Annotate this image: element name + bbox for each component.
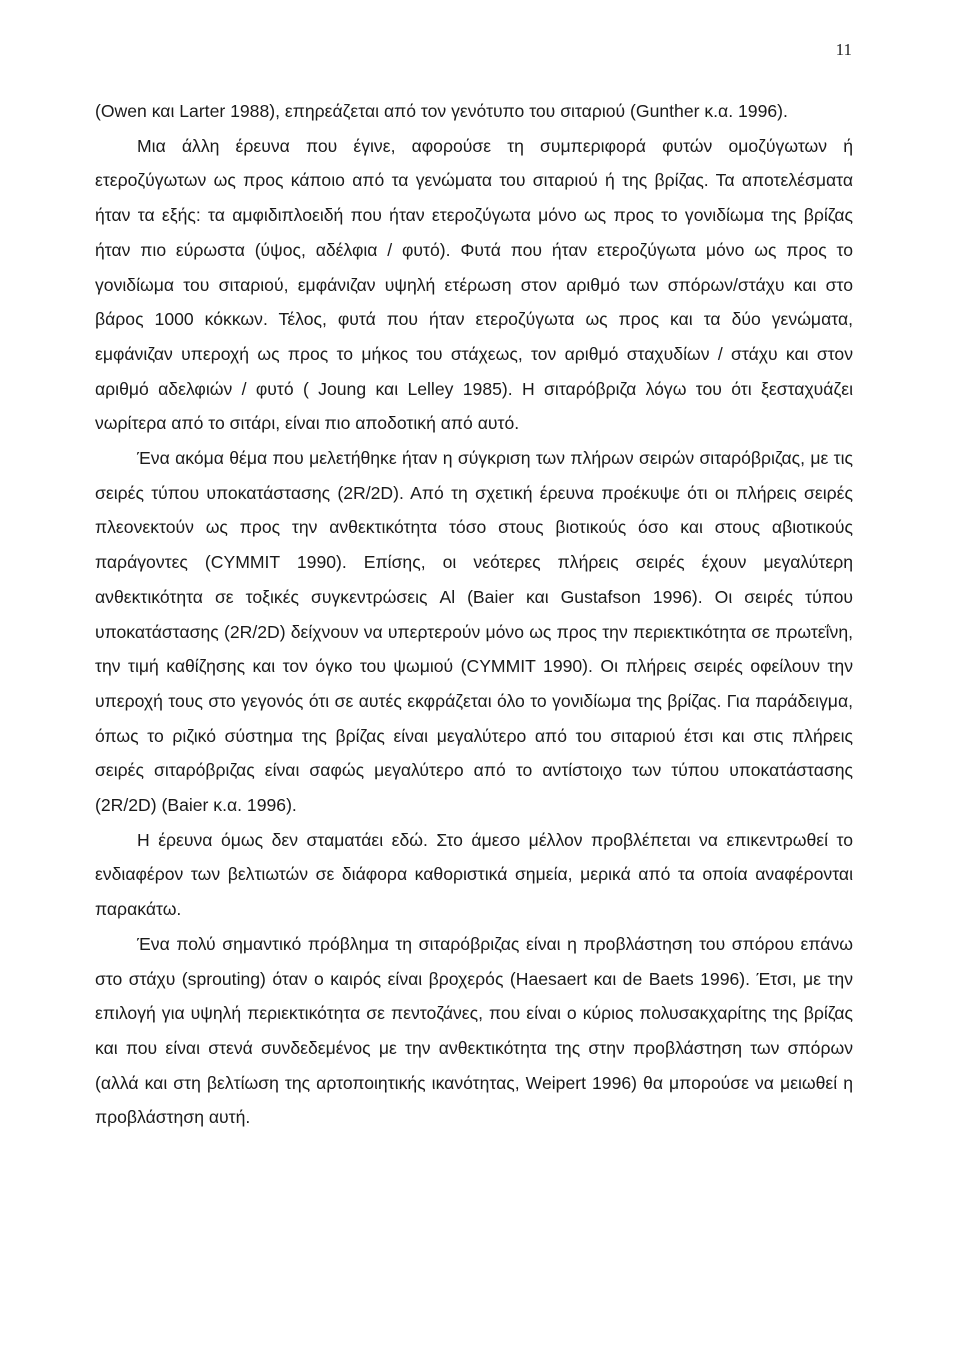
paragraph-sprouting: Ένα πολύ σημαντικό πρόβλημα τη σιταρόβριζας είναι η προβλάστηση του σπόρου επάνω στο στάχυ (sprouting) όταν ο καιρός είναι βροχερός (Haesaert και de Baets 1996). Έτσι, με την επιλογή για υψηλή περιεκτικότητα σε πεντοζάνες, που είναι ο κύριος πολυσακχαρίτης της βρίζας και που είναι στενά συνδεδεμένος με την ανθεκτικότητα της στην προβλάστηση των σπόρων (αλλά και στη βελτίωση της αρτοποιητικής ικανότητας, Weipert 1996) θα μπορούσε να μειωθεί η προβλάστηση αυτή.	[95, 933, 853, 1128]
paragraph-heterozygosity: Μια άλλη έρευνα που έγινε, αφορούσε τη συμπεριφορά φυτών ομοζύγωτων ή ετεροζύγωτων ως προς κάποιο από τα γενώματα του σιταριού ή της βρίζας. Τα αποτελέσματα ήταν τα εξής: τα αμφιδιπλοειδή που ήταν ετεροζύγωτα μόνο ως προς το γονιδίωμα της βρίζας ήταν πιο εύρωστα (ύψος, αδέλφια / φυτό). Φυτά που ήταν ετεροζύγωτα μόνο ως προς το γονιδίωμα του σιταριού, εμφάνιζαν υψηλή ετέρωση στον αριθμό των σπόρων/στάχυ και στο βάρος 1000 κόκκων. Τέλος, φυτά που ήταν ετεροζύγωτα ως προς και τα δύο γενώματα, εμφάνιζαν υπεροχή ως προς το μήκος του στάχεως, τον αριθμό σταχυδίων / στάχυ και στον αριθμό αδελφιών / φυτό ( Joung και Lelley 1985). Η σιταρόβριζα λόγω του ότι ξεσταχυάζει νωρίτερα από το σιτάρι, είναι πιο αποδοτική από αυτό.	[95, 135, 853, 434]
document-body	[95, 94, 853, 1135]
paragraph-complete-vs-substitution: Ένα ακόμα θέμα που μελετήθηκε ήταν η σύγκριση των πλήρων σειρών σιταρόβριζας, με τις σειρές τύπου υποκατάστασης (2R/2D). Από τη σχετική έρευνα προέκυψε ότι οι πλήρεις σειρές πλεονεκτούν ως προς την ανθεκτικότητα τόσο στους βιοτικούς όσο και στους αβιοτικούς παράγοντες (CYMMIT 1990). Επίσης, οι νεότερες πλήρεις σειρές έχουν μεγαλύτερη ανθεκτικότητα σε τοξικές συγκεντρώσεις Al (Baier και Gustafson 1996). Οι σειρές τύπου υποκατάστασης (2R/2D) δείχνουν να υπερτερούν μόνο ως προς την περιεκτικότητα σε πρωτεΐνη, την τιμή καθίζησης και τον όγκο του ψωμιού (CYMMIT 1990). Οι πλήρεις σειρές οφείλουν την υπεροχή τους στο γεγονός ότι σε αυτές εκφράζεται όλο το γονιδίωμα της βρίζας. Για παράδειγμα, όπως το ριζικό σύστημα της βρίζας είναι μεγαλύτερο από του σιταριού έτσι και στις πλήρεις σειρές σιταρόβριζας είναι σαφώς μεγαλύτερο από το αντίστοιχο των τύπου υποκατάστασης (2R/2D) (Baier κ.α. 1996).	[95, 448, 853, 816]
paragraph-future-research: Η έρευνα όμως δεν σταματάει εδώ. Στο άμεσο μέλλον προβλέπεται να επικεντρωθεί το ενδιαφέρον των βελτιωτών σε διάφορα καθοριστικά σημεία, μερικά από τα οποία αναφέρονται παρακάτω.	[95, 829, 853, 920]
page-number: 11	[835, 40, 852, 59]
paragraph-continuation: (Owen και Larter 1988), επηρεάζεται από τον γενότυπο του σιταριού (Gunther κ.α. 1996).	[95, 101, 788, 121]
